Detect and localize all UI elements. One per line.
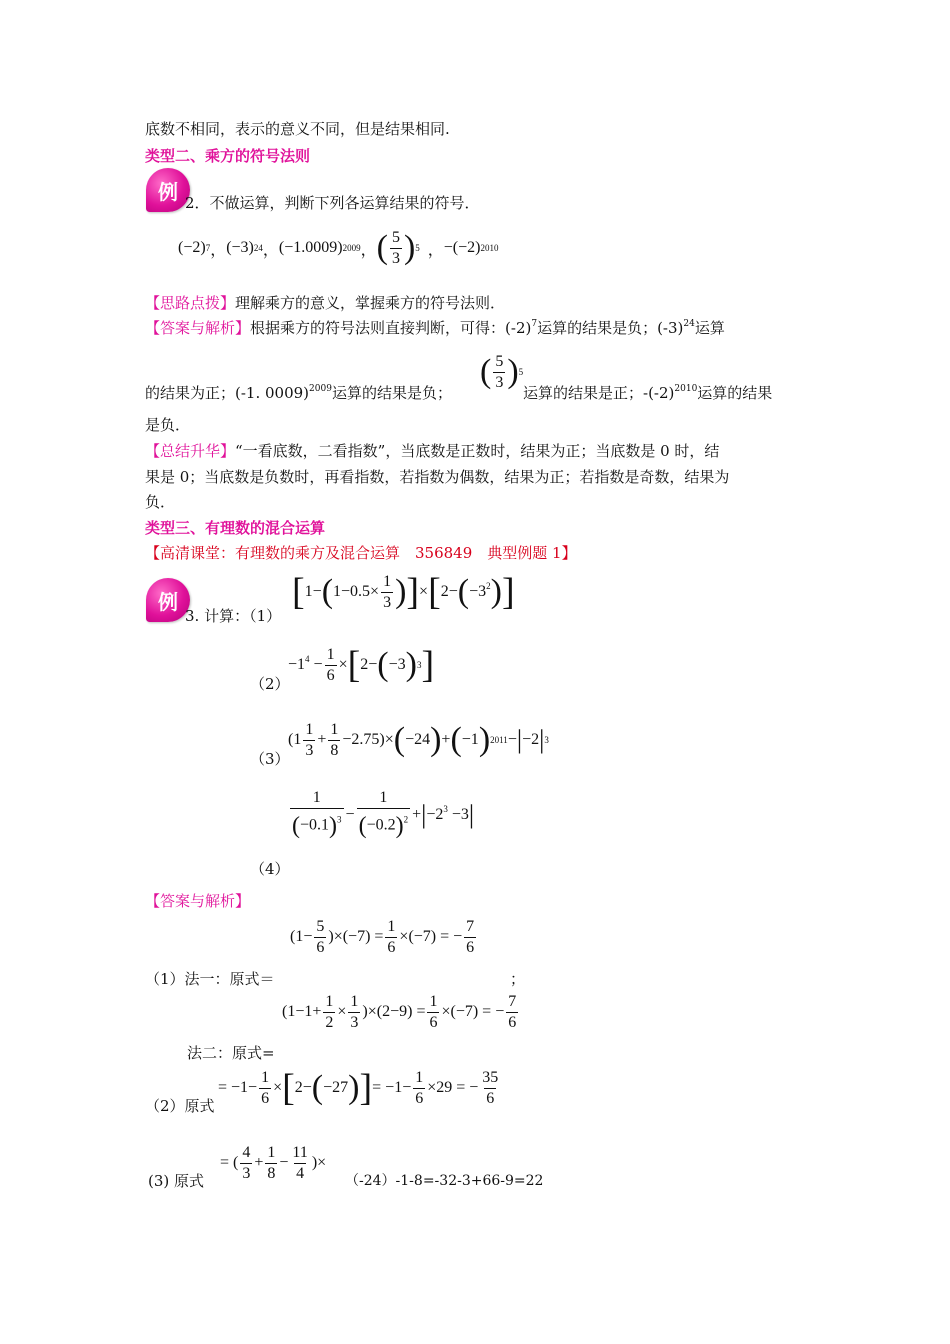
answer2-frac-den: 3 (495, 373, 504, 391)
problem4-expr: $\frac{1}{(-0.1)^3}$ − $\frac{1}{(-0.2)^2}$ + | $-2^3 -3$ | (288, 785, 474, 845)
summary-line1 (145, 440, 719, 462)
answer2-text1b: 运算的结果是负；(-3) (537, 319, 684, 337)
answer2-text1: 根据乘方的符号法则直接判断，可得：(-2) (250, 319, 532, 337)
section3-heading: 类型三、有理数的混合运算 (145, 519, 326, 537)
answer2-text2d: 运算的结果 (697, 384, 773, 402)
answer1-method2-expr: (1−1+ $\frac{1}{2}$ × $\frac{1}{3}$ )×(2−9) = $\frac{1}{6}$ ×(−7) = − $\frac{7}{6}$ (282, 992, 517, 1031)
problem2-label: （2） (250, 675, 290, 693)
answer2-line3: 是负． (145, 416, 191, 434)
summary-line3: 负． (145, 493, 176, 511)
answer2-line1 (145, 317, 725, 339)
expr-sep3: ， (360, 241, 377, 259)
example2-question: 2．不做运算，判断下列各运算结果的符号． (185, 194, 480, 212)
expr-b: (−3) (226, 239, 254, 256)
problem4-label: （4） (250, 860, 290, 878)
example-badge-3: 例 (146, 578, 190, 622)
answer2-line2-tail (523, 382, 772, 404)
expr-frac-den: 3 (391, 249, 400, 267)
answer3-tail: （-24）-1-8=-32-3+66-9=22 (345, 1173, 544, 1189)
hint-text: 理解乘方的意义，掌握乘方的符号法则． (235, 294, 506, 312)
answer2-tag: 【答案与解析】 (145, 319, 251, 337)
expr-sep4: ， (427, 241, 444, 259)
answer2-frac-num: 5 (495, 352, 504, 370)
answer1-semicolon: ； (510, 970, 526, 988)
answer2-label: （2）原式 (145, 1097, 215, 1115)
expr-frac-num: 5 (391, 228, 400, 246)
answer1-label: （1）法一：原式＝ (145, 970, 275, 988)
section2-heading: 类型二、乘方的符号法则 (145, 147, 311, 165)
problem1-expr: [ 1− ( 1−0.5× $\frac{1}{3}$ ) ] × [ 2− ( $-3^2$ ) ] (292, 571, 515, 613)
summary-text1: “一看底数，二看指数”，当底数是正数时，结果为正；当底数是 0 时，结 (235, 442, 720, 460)
answer2-exp2c: 2010 (674, 384, 698, 394)
example-badge-2: 例 (146, 168, 190, 212)
answer2-expr: = −1− $\frac{1}{6}$ × [ 2− ( −27 ) ] = −1− $\frac{1}{6}$ ×29 = − $\frac{35}{6}$ (218, 1067, 499, 1109)
expr-fraction (390, 228, 402, 269)
answer1-method1-expr: (1− $\frac{5}{6}$ )×(−7) = $\frac{1}{6}$ ×(−7) = − $\frac{7}{6}$ (290, 917, 475, 956)
course-link[interactable]: 【高清课堂：有理数的乘方及混合运算 356849 典型例题 1】 (145, 544, 577, 562)
expr-a: (−2) (178, 239, 206, 256)
example2-expression: (−2) 7 ， (−3) 24 ， (−1.0009) 2009 ， ( $\frac{5}{3}$ ) 5 ， −(−2) 2010 (178, 228, 499, 267)
answer2-text1c: 运算 (694, 319, 725, 337)
answer2-exp1: 7 (531, 319, 538, 329)
summary-line2: 果是 0；当底数是负数时，再看指数，若指数为偶数，结果为正；若指数是奇数，结果为 (145, 468, 730, 486)
expr-d: −(−2) (443, 239, 481, 256)
answer1-method2-label: 法二：原式= (187, 1044, 275, 1062)
problem3-expr: (1 $\frac{1}{3}$ + $\frac{1}{8}$ −2.75)× ( −24 ) + ( −1 ) 2011 − | −2 | 3 (288, 720, 549, 759)
intro-line: 底数不相同，表示的意义不同，但是结果相同. (145, 120, 450, 138)
answer2-line2 (145, 382, 452, 404)
problem3-label: （3） (250, 750, 290, 768)
example3-question: 3. 计算：（1） (185, 607, 282, 625)
answer2-text2b: 运算的结果是负； (331, 384, 452, 402)
answer3-expr: = ( $\frac{4}{3}$ + $\frac{1}{8}$ − $\frac{11}{4}$ )× (220, 1143, 327, 1182)
hint-line (145, 292, 505, 314)
answer2-fraction: ( $\frac{5}{3}$ ) 5 (480, 352, 524, 391)
answer2-text2c: 运算的结果是正；-(-2) (523, 384, 675, 402)
hint-tag: 【思路点拨】 (145, 294, 236, 312)
answer2-exp1b: 24 (683, 319, 695, 329)
expr-sep2: ， (262, 241, 279, 259)
problem2-expr: $-1^4$ − $\frac{1}{6}$ × [ 2− ( −3 ) 3 ] (288, 644, 435, 686)
expr-c: (−1.0009) (278, 239, 343, 256)
answer3-label: (3) 原式 (148, 1172, 205, 1190)
answer2-exp2a: 2009 (309, 384, 332, 394)
expr-sep1: ， (210, 241, 227, 259)
answer3-tag: 【答案与解析】 (145, 892, 251, 910)
summary-tag: 【总结升华】 (145, 442, 236, 460)
answer2-text2a: 的结果为正；(-1. 0009) (145, 384, 310, 402)
